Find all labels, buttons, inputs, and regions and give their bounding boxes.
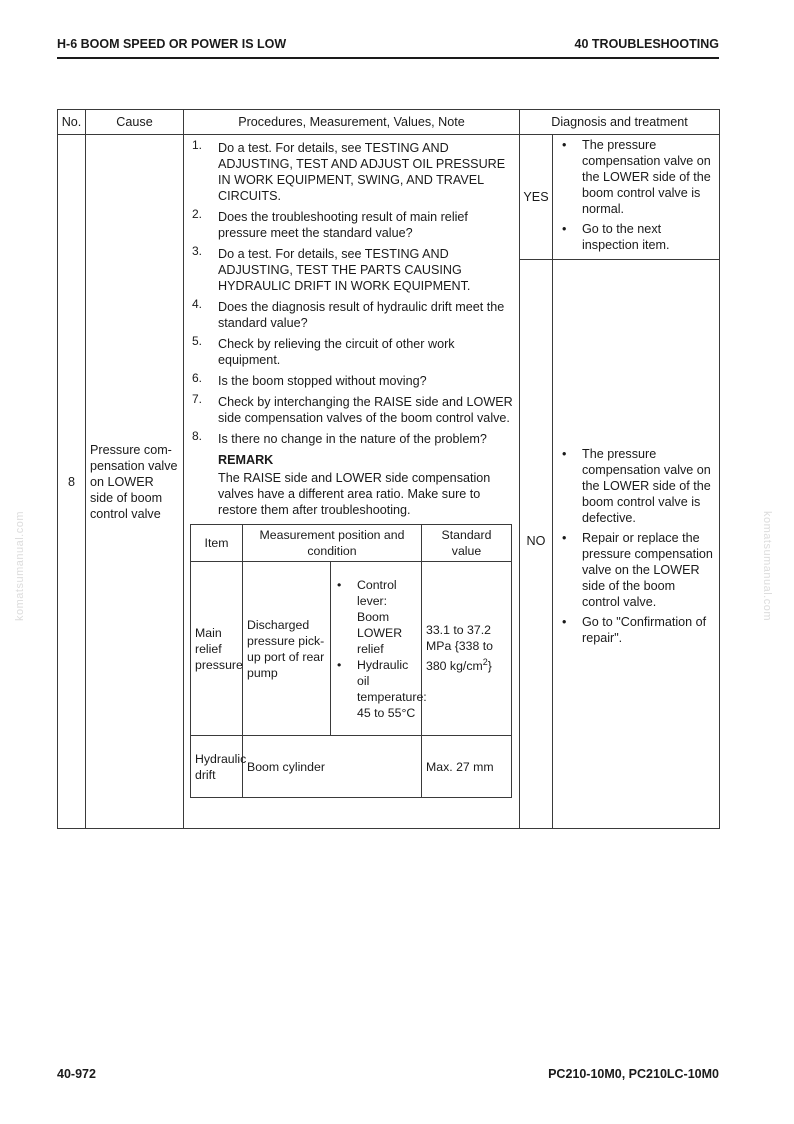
no-diagnosis bbox=[553, 260, 720, 829]
procedure-step: 1. Do a test. For details, see TESTING AND ADJUSTING, TEST AND ADJUST OIL PRESSURE IN WORK EQUIPMENT, SWING, AND TRAVEL CIRCUITS. bbox=[192, 138, 506, 203]
yes-diagnosis bbox=[553, 135, 720, 260]
procedure-step: 6. Is the boom stopped without moving? bbox=[192, 371, 427, 388]
measurement-standard: 33.1 to 37.2 MPa {338 to 380 $kg/cm^2$} bbox=[422, 562, 512, 736]
condition-item: • Control lever: Boom LOWER relief bbox=[337, 577, 403, 656]
measurement-header-standard: Standard value bbox=[422, 525, 512, 562]
measurement-position: Boom cylinder bbox=[243, 736, 422, 798]
measurement-header-item: Item bbox=[191, 525, 243, 562]
measurement-conditions bbox=[331, 562, 427, 736]
measurement-row bbox=[191, 736, 512, 798]
procedure-step: 8. Is there no change in the nature of the problem? bbox=[192, 429, 487, 446]
procedures-cell bbox=[184, 135, 520, 829]
procedure-step: 2. Does the troubleshooting result of main relief pressure meet the standard value? bbox=[192, 207, 468, 240]
table-header-row bbox=[58, 110, 720, 135]
watermark-left: komatsumanual.com bbox=[14, 511, 26, 621]
procedure-step: 5. Check by relieving the circuit of other work equipment. bbox=[192, 334, 455, 367]
measurement-table bbox=[190, 524, 512, 798]
header-rule bbox=[57, 57, 719, 59]
procedure-step: 3. Do a test. For details, see TESTING AND ADJUSTING, TEST THE PARTS CAUSING HYDRAULIC DRIFT IN WORK EQUIPMENT. bbox=[192, 244, 471, 293]
procedure-steps bbox=[192, 140, 513, 447]
measurement-standard: Max. 27 mm bbox=[422, 736, 512, 798]
table-row bbox=[58, 135, 720, 260]
condition-item: • Hydraulic oil temperature: 45 to 55°C bbox=[337, 657, 427, 720]
measurement-item: Main relief pressure bbox=[191, 562, 243, 736]
watermark-right: komatsumanual.com bbox=[761, 511, 773, 621]
page-header bbox=[57, 37, 719, 55]
measurement-item: Hydraulic drift bbox=[191, 736, 243, 798]
chapter-title: 40 TROUBLESHOOTING bbox=[574, 37, 719, 51]
col-header-diagnosis: Diagnosis and treatment bbox=[520, 110, 720, 135]
diagnosis-item: • Go to "Confirmation of repair". bbox=[562, 615, 707, 645]
col-header-procedures: Procedures, Measurement, Values, Note bbox=[184, 110, 520, 135]
measurement-position: Discharged pressure pick-up port of rear pump bbox=[243, 562, 331, 736]
procedure-step: 4. Does the diagnosis result of hydraulic drift meet the standard value? bbox=[192, 297, 505, 330]
remark-heading: REMARK bbox=[218, 453, 274, 467]
diagnosis-item: • The pressure compensation valve on the LOWER side of the boom control valve is normal. bbox=[562, 138, 711, 216]
diagnosis-item: • Repair or replace the pressure compensation valve on the LOWER side of the boom control valve. bbox=[562, 531, 713, 609]
measurement-header-row bbox=[191, 525, 512, 562]
row-number: 8 bbox=[58, 135, 86, 829]
yes-label: YES bbox=[520, 135, 553, 260]
page-number: 40-972 bbox=[57, 1067, 96, 1081]
section-title: H-6 BOOM SPEED OR POWER IS LOW bbox=[57, 37, 287, 51]
col-header-cause: Cause bbox=[86, 110, 184, 135]
diagnosis-item: • Go to the next inspection item. bbox=[562, 222, 670, 252]
troubleshooting-table bbox=[57, 109, 720, 829]
col-header-no: No. bbox=[58, 110, 86, 135]
remark-text: The RAISE side and LOWER side compensation valves have a different area ratio. Make sure to restore them after troubleshooting. bbox=[218, 471, 491, 517]
procedure-step: 7. Check by interchanging the RAISE side and LOWER side compensation valves of the boom control valve. bbox=[192, 392, 513, 425]
model-name: PC210-10M0, PC210LC-10M0 bbox=[548, 1067, 719, 1081]
no-label: NO bbox=[520, 260, 553, 829]
measurement-header-position: Measurement position and condition bbox=[243, 525, 422, 562]
measurement-row bbox=[191, 562, 512, 736]
cause-text: Pressure com-pensation valve on LOWER side of boom control valve bbox=[86, 135, 184, 829]
diagnosis-item: • The pressure compensation valve on the LOWER side of the boom control valve is defective. bbox=[562, 447, 711, 525]
